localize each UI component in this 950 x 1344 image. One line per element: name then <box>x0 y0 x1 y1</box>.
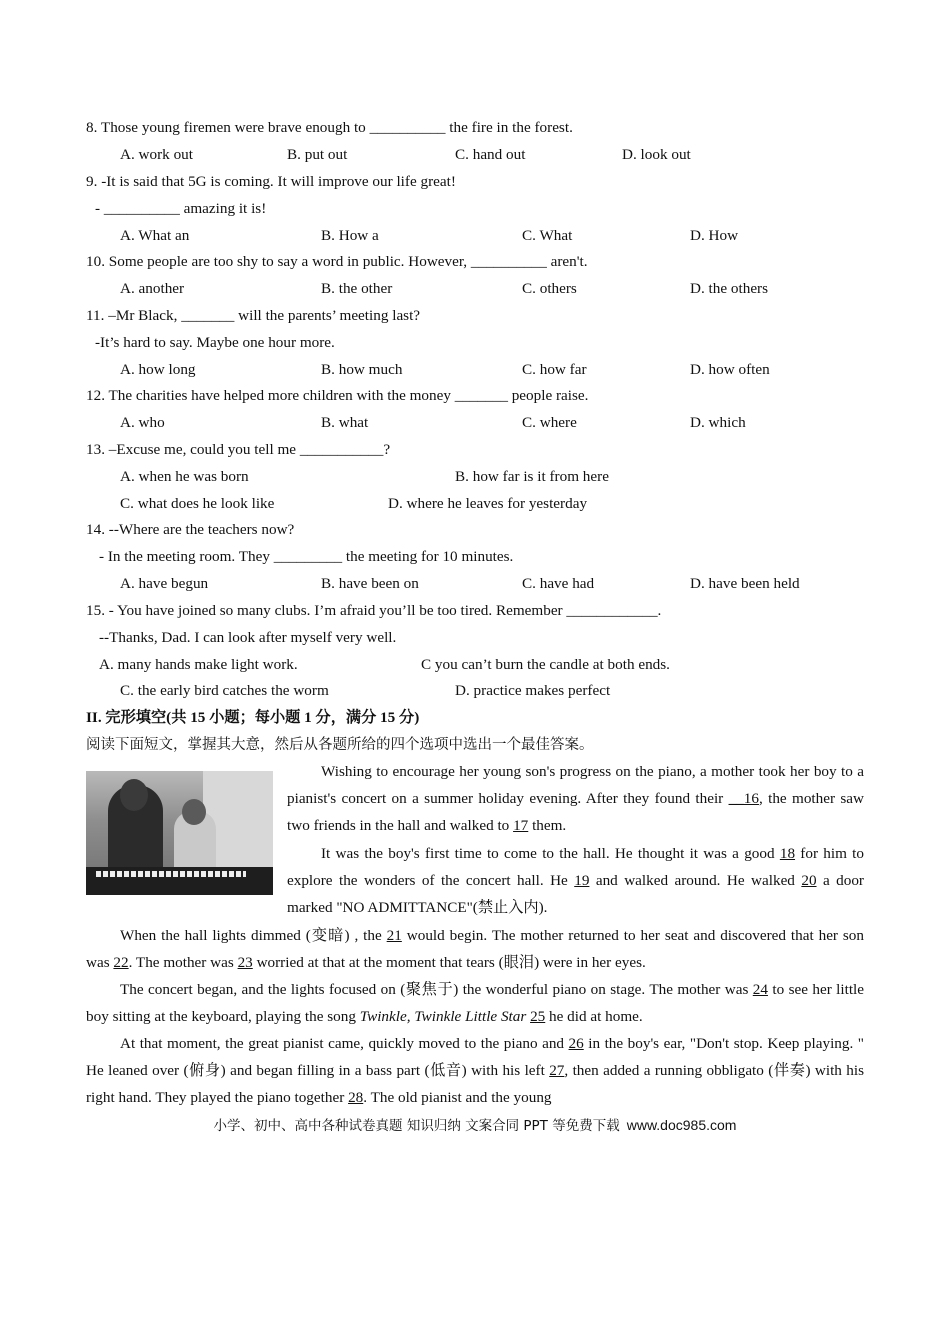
q11-option-b[interactable]: B. how much <box>321 361 403 378</box>
q15-option-a[interactable]: A. many hands make light work. <box>99 656 298 673</box>
blank-18[interactable]: 18 <box>779 845 796 862</box>
passage-paragraph-2: It was the boy's first time to come to the hall. He thought it was a good 18 for him to explore the wonders of the concert hall. He 19 and walked around. He walked 20 a door marked "NO ADMITTANCE"(禁止入内). <box>287 845 864 917</box>
q10-option-c[interactable]: C. others <box>522 280 577 297</box>
q15-option-c[interactable]: C. the early bird catches the worm <box>120 682 329 699</box>
blank-16[interactable]: __16 <box>728 790 759 808</box>
passage-paragraph-5: At that moment, the great pianist came, quickly moved to the piano and 26 in the boy's ear, "Don't stop. Keep playing. " He leaned over (俯身) and began filling in a bass part (低音) with his left 27, then added a running obbligato (伴奏) with his right hand. They played the piano together 28. The old pianist and the young <box>86 1035 865 1107</box>
q10-option-d[interactable]: D. the others <box>690 280 769 297</box>
blank-24[interactable]: 24 <box>752 981 768 998</box>
q15-option-c-variant[interactable]: C you can’t burn the candle at both ends. <box>421 656 670 673</box>
q10-option-a[interactable]: A. another <box>120 280 185 297</box>
question-10: 10. Some people are too shy to say a word in public. However, __________ aren't. <box>86 253 588 270</box>
q8-option-b[interactable]: B. put out <box>287 146 348 163</box>
q13-option-a[interactable]: A. when he was born <box>120 468 249 485</box>
q9-option-d[interactable]: D. How <box>690 227 739 244</box>
q13-option-b[interactable]: B. how far is it from here <box>455 468 609 485</box>
blank-20[interactable]: 20 <box>801 872 817 890</box>
blank-17[interactable]: 17 <box>513 817 529 835</box>
q10-option-b[interactable]: B. the other <box>321 280 393 297</box>
question-14-reply: - In the meeting room. They _________ the meeting for 10 minutes. <box>99 548 514 565</box>
blank-23[interactable]: 23 <box>237 954 253 972</box>
passage-paragraph-3: When the hall lights dimmed (变暗) , the 21 would begin. The mother returned to her seat and discovered that her son was 22. The mother was 23 worried at that at the moment that tears (眼泪) were in her eyes. <box>86 927 864 972</box>
q9-option-c[interactable]: C. What <box>522 227 573 244</box>
pianist-photo <box>86 771 273 895</box>
song-title: Twinkle, Twinkle Little Star <box>359 1008 527 1026</box>
blank-21[interactable]: 21 <box>386 927 402 944</box>
question-15-reply: --Thanks, Dad. I can look after myself very well. <box>99 629 397 646</box>
question-11-reply: -It’s hard to say. Maybe one hour more. <box>95 334 335 351</box>
q13-option-c[interactable]: C. what does he look like <box>120 495 275 512</box>
q12-option-b[interactable]: B. what <box>321 414 369 431</box>
footer-text: 小学、初中、高中各种试卷真题 知识归纳 文案合同 PPT 等免费下载 <box>213 1118 620 1134</box>
q12-option-c[interactable]: C. where <box>522 414 577 431</box>
q9-option-a[interactable]: A. What an <box>120 227 190 244</box>
question-13: 13. –Excuse me, could you tell me ___________? <box>86 441 391 458</box>
q14-option-b[interactable]: B. have been on <box>321 575 419 592</box>
q11-option-a[interactable]: A. how long <box>120 361 196 378</box>
q14-option-d[interactable]: D. have been held <box>690 575 800 592</box>
question-15: 15. - You have joined so many clubs. I’m afraid you’ll be too tired. Remember ____________. <box>86 602 662 619</box>
q8-option-d[interactable]: D. look out <box>622 146 691 163</box>
blank-22[interactable]: 22 <box>113 954 129 972</box>
blank-19[interactable]: 19 <box>574 872 590 890</box>
blank-26[interactable]: 26 <box>568 1035 584 1052</box>
page-footer <box>0 1115 950 1137</box>
passage-paragraph-1: Wishing to encourage her young son's progress on the piano, a mother took her boy to a pianist's concert on a summer holiday evening. After they found their __16, the mother saw two friends in the hall and walked to 17 them. <box>287 763 864 835</box>
q12-option-a[interactable]: A. who <box>120 414 165 431</box>
footer-url[interactable]: www.doc985.com <box>626 1117 737 1133</box>
q14-option-c[interactable]: C. have had <box>522 575 595 592</box>
q8-option-c[interactable]: C. hand out <box>455 146 526 163</box>
q11-option-d[interactable]: D. how often <box>690 361 770 378</box>
blank-27[interactable]: 27 <box>549 1062 565 1080</box>
q14-option-a[interactable]: A. have begun <box>120 575 209 592</box>
q15-option-d[interactable]: D. practice makes perfect <box>455 682 611 699</box>
q8-option-a[interactable]: A. work out <box>120 146 193 163</box>
question-12: 12. The charities have helped more children with the money _______ people raise. <box>86 387 589 404</box>
section-2-title: II. 完形填空(共 15 小题；每小题 1 分，满分 15 分) <box>86 709 420 726</box>
question-14: 14. --Where are the teachers now? <box>86 521 295 538</box>
q11-option-c[interactable]: C. how far <box>522 361 587 378</box>
blank-28[interactable]: 28 <box>348 1089 364 1107</box>
blank-25[interactable]: 25 <box>530 1008 546 1026</box>
passage-paragraph-4: The concert began, and the lights focused on (聚焦于) the wonderful piano on stage. The mother was 24 to see her little boy sitting at the keyboard, playing the song Twinkle, Twinkle Little Star 25 he did at home. <box>86 981 865 1026</box>
section-2-instruction: 阅读下面短文，掌握其大意，然后从各题所给的四个选项中选出一个最佳答案。 <box>86 737 594 753</box>
question-11: 11. –Mr Black, _______ will the parents’ meeting last? <box>86 307 421 324</box>
q13-option-d[interactable]: D. where he leaves for yesterday <box>388 495 588 512</box>
question-9: 9. -It is said that 5G is coming. It will improve our life great! <box>86 173 456 190</box>
question-9-reply: - __________ amazing it is! <box>95 200 267 217</box>
question-8: 8. Those young firemen were brave enough to __________ the fire in the forest. <box>86 119 573 136</box>
q12-option-d[interactable]: D. which <box>690 414 746 431</box>
q9-option-b[interactable]: B. How a <box>321 227 379 244</box>
